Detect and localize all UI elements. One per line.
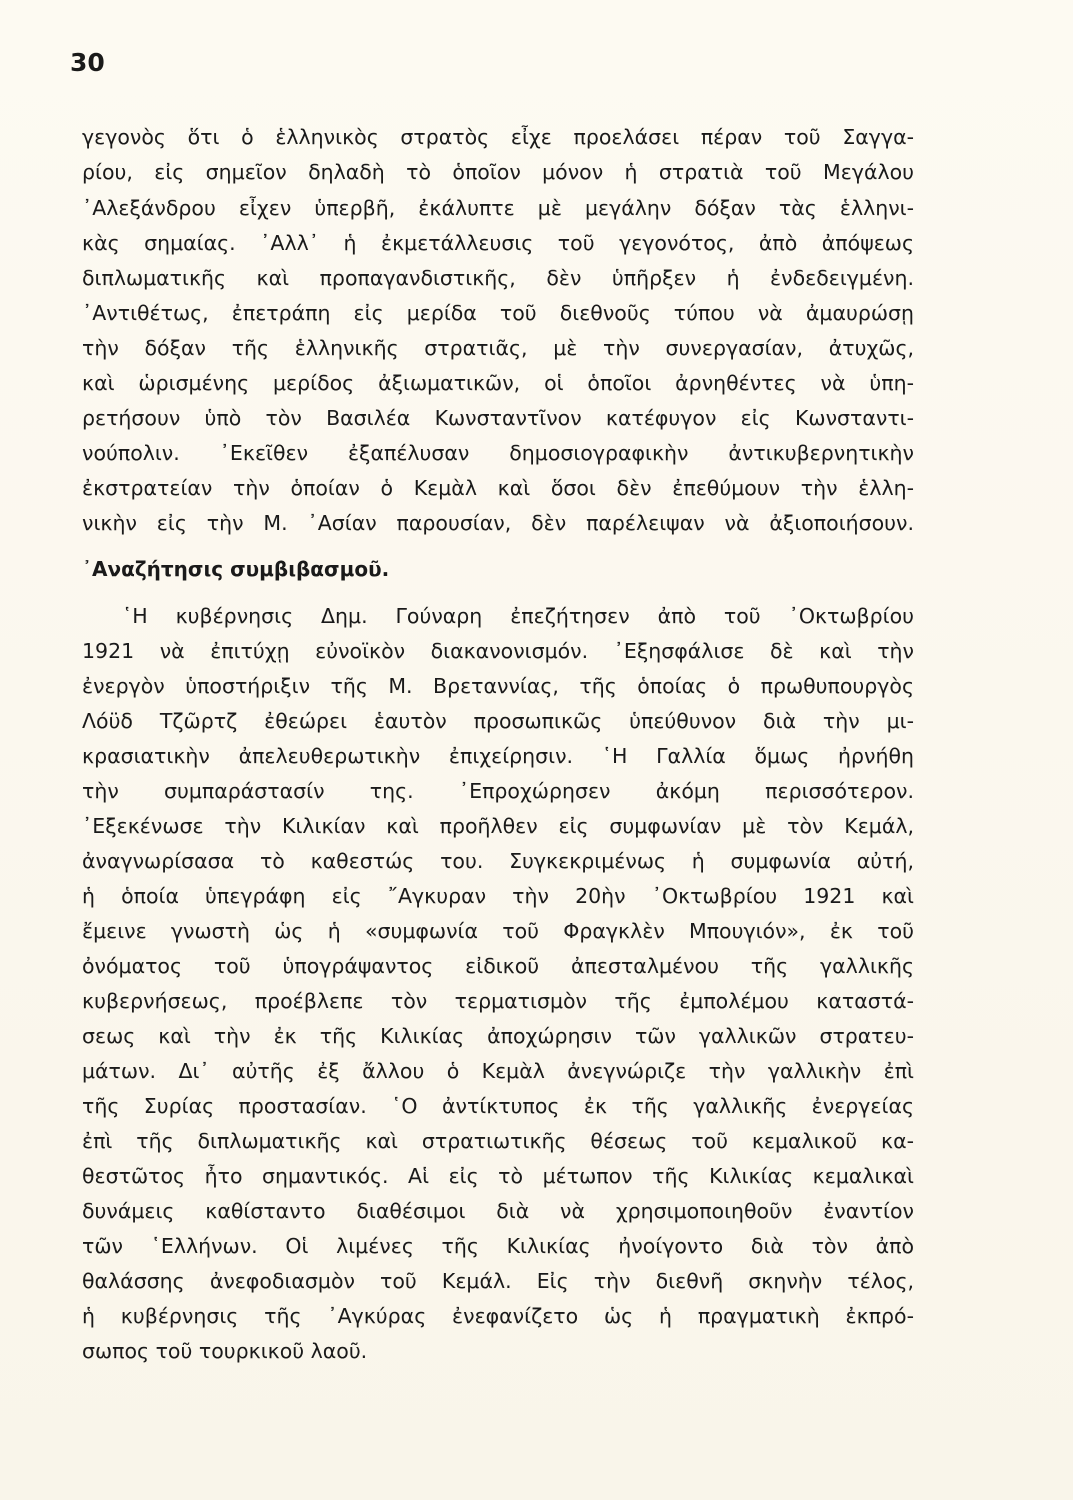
text-line: 1921 νὰ ἐπιτύχῃ εὐνοϊκὸν διακανονισμόν. ᾿Εξησφάλισε δὲ καὶ τὴν xyxy=(82,639,914,663)
text-line: ἀναγνωρίσασα τὸ καθεστώς του. Συγκεκριμένως ἡ συμφωνία αὐτή, xyxy=(82,849,914,873)
text-line: μάτων. Δι᾿ αὐτῆς ἐξ ἄλλου ὁ Κεμὰλ ἀνεγνώριζε τὴν γαλλικὴν ἐπὶ xyxy=(82,1059,914,1083)
text-line: θεστῶτος ἦτο σημαντικός. Αἱ εἰς τὸ μέτωπον τῆς Κιλικίας κεμαλικαὶ xyxy=(82,1164,914,1188)
text-line: ἐπὶ τῆς διπλωματικῆς καὶ στρατιωτικῆς θέσεως τοῦ κεμαλικοῦ κα- xyxy=(82,1129,914,1153)
text-line: ὀνόματος τοῦ ὑπογράψαντος εἰδικοῦ ἀπεσταλμένου τῆς γαλλικῆς xyxy=(82,954,914,978)
text-line: διπλωματικῆς καὶ προπαγανδιστικῆς, δὲν ὑπῆρξεν ἡ ἐνδεδειγμένη. xyxy=(82,266,914,290)
text-line: ἡ κυβέρνησις τῆς ᾿Αγκύρας ἐνεφανίζετο ὡς ἡ πραγματικὴ ἐκπρό- xyxy=(82,1304,914,1328)
text-line: ἐνεργὸν ὑποστήριξιν τῆς Μ. Βρεταννίας, τῆς ὁποίας ὁ πρωθυπουργὸς xyxy=(82,674,914,698)
text-line: σεως καὶ τὴν ἐκ τῆς Κιλικίας ἀποχώρησιν τῶν γαλλικῶν στρατευ- xyxy=(82,1024,914,1048)
text-line: ᾿Αντιθέτως, ἐπετράπη εἰς μερίδα τοῦ διεθνοῦς τύπου νὰ ἀμαυρώσῃ xyxy=(82,301,914,325)
section-heading: ᾿Αναζήτησις συμβιβασμοῦ. xyxy=(82,557,390,581)
text-line: τῆς Συρίας προστασίαν. ῾Ο ἀντίκτυπος ἐκ τῆς γαλλικῆς ἐνεργείας xyxy=(82,1094,914,1118)
text-line: ἡ ὁποία ὑπεγράφη εἰς ῎Αγκυραν τὴν 20ὴν ᾿Οκτωβρίου 1921 καὶ xyxy=(82,884,914,908)
text-line: ᾿Αλεξάνδρου εἶχεν ὑπερβῆ, ἐκάλυπτε μὲ μεγάλην δόξαν τὰς ἑλληνι- xyxy=(82,196,914,220)
text-line: ἐκστρατείαν τὴν ὁποίαν ὁ Κεμὰλ καὶ ὅσοι δὲν ἐπεθύμουν τὴν ἑλλη- xyxy=(82,476,914,500)
text-line: κὰς σημαίας. ᾿Αλλ᾿ ἡ ἐκμετάλλευσις τοῦ γεγονότος, ἀπὸ ἀπόψεως xyxy=(82,231,914,255)
text-line: καὶ ὡρισμένης μερίδος ἀξιωματικῶν, οἱ ὁποῖοι ἀρνηθέντες νὰ ὑπη- xyxy=(82,371,914,395)
text-line: Λόϋδ Τζῶρτζ ἐθεώρει ἑαυτὸν προσωπικῶς ὑπεύθυνον διὰ τὴν μι- xyxy=(82,709,914,733)
text-line: νούπολιν. ᾿Εκεῖθεν ἐξαπέλυσαν δημοσιογραφικὴν ἀντικυβερνητικὴν xyxy=(82,441,914,465)
text-line: τὴν δόξαν τῆς ἑλληνικῆς στρατιᾶς, μὲ τὴν συνεργασίαν, ἀτυχῶς, xyxy=(82,336,914,360)
text-line: σωπος τοῦ τουρκικοῦ λαοῦ. xyxy=(82,1339,368,1363)
text-line: νικὴν εἰς τὴν Μ. ᾿Ασίαν παρουσίαν, δὲν παρέλειψαν νὰ ἀξιοποιήσουν. xyxy=(82,511,914,535)
text-line: κρασιατικὴν ἀπελευθερωτικὴν ἐπιχείρησιν. ῾Η Γαλλία ὅμως ἠρνήθη xyxy=(82,744,914,768)
text-line: κυβερνήσεως, προέβλεπε τὸν τερματισμὸν τῆς ἐμπολέμου καταστά- xyxy=(82,989,914,1013)
text-line: ῾Η κυβέρνησις Δημ. Γούναρη ἐπεζήτησεν ἀπὸ τοῦ ᾿Οκτωβρίου xyxy=(122,604,914,628)
text-line: ἔμεινε γνωστὴ ὡς ἡ «συμφωνία τοῦ Φραγκλὲν Μπουγιόν», ἐκ τοῦ xyxy=(82,919,914,943)
text-line: τῶν ῾Ελλήνων. Οἱ λιμένες τῆς Κιλικίας ἠνοίγοντο διὰ τὸν ἀπὸ xyxy=(82,1234,914,1258)
text-line: ρετήσουν ὑπὸ τὸν Βασιλέα Κωνσταντῖνον κατέφυγον εἰς Κωνσταντι- xyxy=(82,406,914,430)
text-line: τὴν συμπαράστασίν της. ᾿Επροχώρησεν ἀκόμη περισσότερον. xyxy=(82,779,914,803)
text-line: ρίου, εἰς σημεῖον δηλαδὴ τὸ ὁποῖον μόνον ἡ στρατιὰ τοῦ Μεγάλου xyxy=(82,160,914,184)
text-line: θαλάσσης ἀνεφοδιασμὸν τοῦ Κεμάλ. Εἰς τὴν διεθνῆ σκηνὴν τέλος, xyxy=(82,1269,914,1293)
text-line: δυνάμεις καθίσταντο διαθέσιμοι διὰ νὰ χρησιμοποιηθοῦν ἐναντίον xyxy=(82,1199,914,1223)
text-line: γεγονὸς ὅτι ὁ ἑλληνικὸς στρατὸς εἶχε προελάσει πέραν τοῦ Σαγγα- xyxy=(82,125,914,149)
text-line: ᾿Εξεκένωσε τὴν Κιλικίαν καὶ προῆλθεν εἰς συμφωνίαν μὲ τὸν Κεμάλ, xyxy=(82,814,914,838)
page-number: 30 xyxy=(70,48,105,77)
